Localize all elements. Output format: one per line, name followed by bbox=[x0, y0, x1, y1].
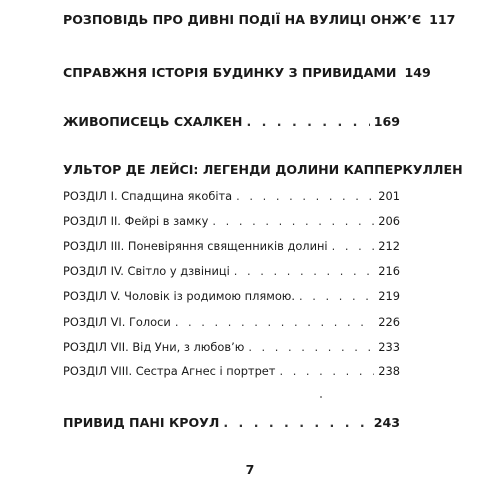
dot-leader bbox=[332, 239, 375, 253]
toc-chapter-title: РОЗДІЛ IV. Світло у дзвіниці bbox=[63, 264, 230, 278]
dot-leader bbox=[212, 214, 374, 228]
toc-chapter-title: РОЗДІЛ VI. Голоси bbox=[63, 315, 171, 329]
toc-chapter-page: 201 bbox=[378, 189, 400, 203]
toc-chapter-entry bbox=[63, 289, 400, 303]
toc-entry-page: 243 bbox=[373, 415, 400, 430]
page-number: 7 bbox=[245, 462, 255, 477]
toc-entry-title: ПРИВИД ПАНІ КРОУЛ bbox=[63, 415, 220, 430]
toc-entry-page: 169 bbox=[373, 114, 400, 129]
toc-chapter-entry bbox=[63, 364, 400, 378]
dot-leader bbox=[246, 114, 369, 129]
dot-leader bbox=[236, 189, 374, 203]
toc-chapter-page: 233 bbox=[378, 340, 400, 354]
toc-entry-title: СПРАВЖНЯ ІСТОРІЯ БУДИНКУ З ПРИВИДАМИ bbox=[63, 65, 397, 80]
toc-chapter-page: 212 bbox=[378, 239, 400, 253]
dot-leader bbox=[279, 364, 374, 378]
toc-chapter-page: 238 bbox=[378, 364, 400, 378]
toc-chapter-page: 219 bbox=[378, 289, 400, 303]
toc-chapter-title: РОЗДІЛ ІІ. Фейрі в замку bbox=[63, 214, 209, 228]
dot-leader bbox=[234, 264, 374, 278]
toc-entry-page: 117 bbox=[429, 12, 456, 27]
toc-chapter-title: РОЗДІЛ І. Спадщина якобіта bbox=[63, 189, 233, 203]
toc-chapter-title: РОЗДІЛ VIII. Сестра Агнес і портрет bbox=[63, 364, 276, 378]
toc-chapter-entry bbox=[63, 315, 400, 329]
toc-entry-page: 149 bbox=[404, 65, 431, 80]
toc-entry bbox=[63, 12, 456, 27]
toc-entry bbox=[63, 65, 431, 80]
toc-chapter-page: 226 bbox=[378, 315, 400, 329]
toc-entry bbox=[63, 114, 400, 129]
dot-leader bbox=[223, 415, 369, 430]
part-heading: УЛЬТОР ДЕ ЛЕЙСІ: ЛЕГЕНДИ ДОЛИНИ КАППЕРКУЛЛЕН bbox=[63, 162, 463, 177]
print-speck bbox=[320, 396, 322, 398]
toc-chapter-entry bbox=[63, 189, 400, 203]
dot-leader bbox=[175, 315, 374, 329]
toc-chapter-title: РОЗДІЛ V. Чоловік із родимою плямою. bbox=[63, 289, 295, 303]
dot-leader bbox=[299, 289, 374, 303]
toc-chapter-page: 216 bbox=[378, 264, 400, 278]
toc-entry bbox=[63, 415, 400, 430]
toc-chapter-page: 206 bbox=[378, 214, 400, 228]
toc-chapter-entry bbox=[63, 264, 400, 278]
toc-chapter-entry bbox=[63, 340, 400, 354]
toc-chapter-title: РОЗДІЛ VII. Від Уни, з любов’ю bbox=[63, 340, 245, 354]
toc-chapter-title: РОЗДІЛ ІІІ. Поневіряння священників долині bbox=[63, 239, 328, 253]
dot-leader bbox=[248, 340, 374, 354]
toc-chapter-entry bbox=[63, 239, 400, 253]
toc-entry-title: ЖИВОПИСЕЦЬ СХАЛКЕН bbox=[63, 114, 243, 129]
toc-entry-title: РОЗПОВІДЬ ПРО ДИВНІ ПОДІЇ НА ВУЛИЦІ ОНЖ’Є bbox=[63, 12, 422, 27]
toc-chapter-entry bbox=[63, 214, 400, 228]
